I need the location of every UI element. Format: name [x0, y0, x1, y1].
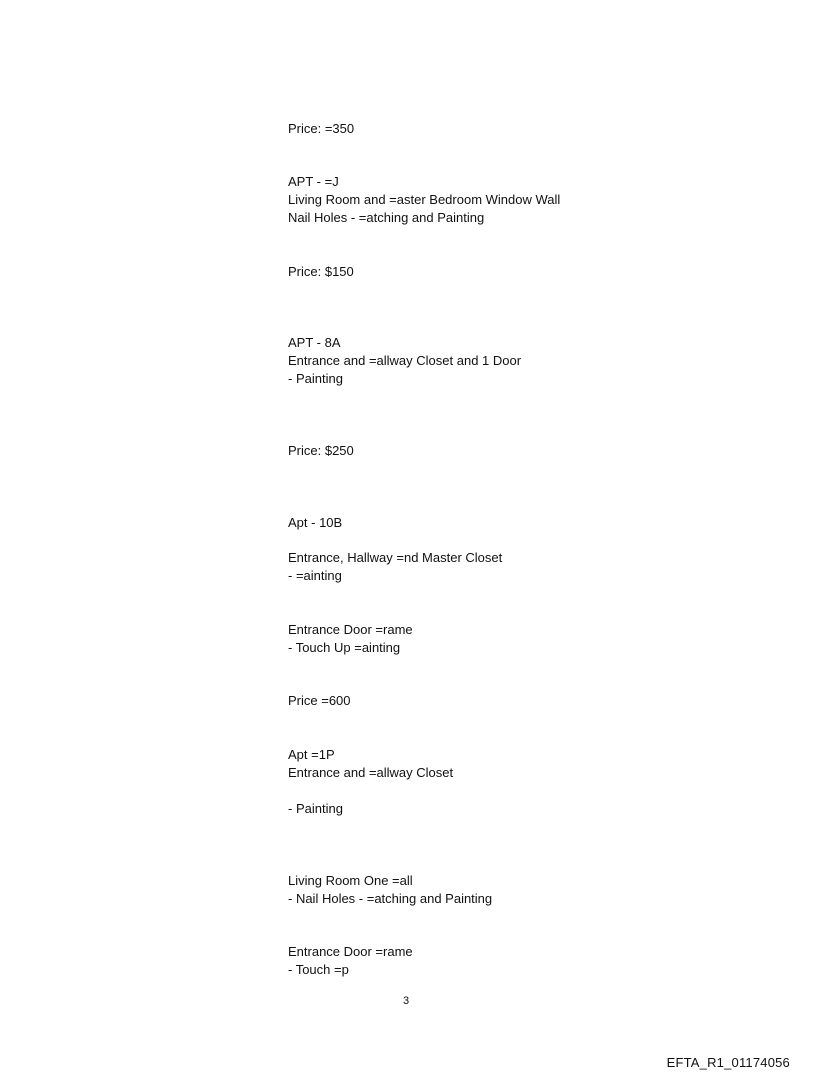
page-number: 3	[403, 995, 410, 1007]
text-line: Entrance Door =rame	[288, 944, 413, 959]
text-line: - Painting	[288, 371, 343, 386]
text-line: Apt =1P	[288, 747, 335, 762]
text-line: Entrance and =allway Closet	[288, 765, 454, 780]
text-line: Price: =350	[288, 121, 355, 136]
document-id: EFTA_R1_01174056	[666, 1055, 790, 1070]
text-line: Living Room and =aster Bedroom Window Wall	[288, 192, 561, 207]
text-line: Price: $150	[288, 264, 354, 279]
text-line: Entrance Door =rame	[288, 622, 413, 637]
text-line: - Painting	[288, 801, 343, 816]
text-line: Living Room One =all	[288, 873, 413, 888]
text-line: Price: $250	[288, 443, 354, 458]
text-line: APT - =J	[288, 174, 339, 189]
text-line: Entrance and =allway Closet and 1 Door	[288, 353, 522, 368]
text-line: - =ainting	[288, 568, 342, 583]
text-line: Nail Holes - =atching and Painting	[288, 210, 485, 225]
text-line: - Nail Holes - =atching and Painting	[288, 891, 493, 906]
text-line: Price =600	[288, 693, 351, 708]
text-line: - Touch =p	[288, 962, 349, 977]
text-line: Entrance, Hallway =nd Master Closet	[288, 550, 503, 565]
text-line: - Touch Up =ainting	[288, 640, 401, 655]
text-line: APT - 8A	[288, 335, 341, 350]
text-line: Apt - 10B	[288, 515, 343, 530]
